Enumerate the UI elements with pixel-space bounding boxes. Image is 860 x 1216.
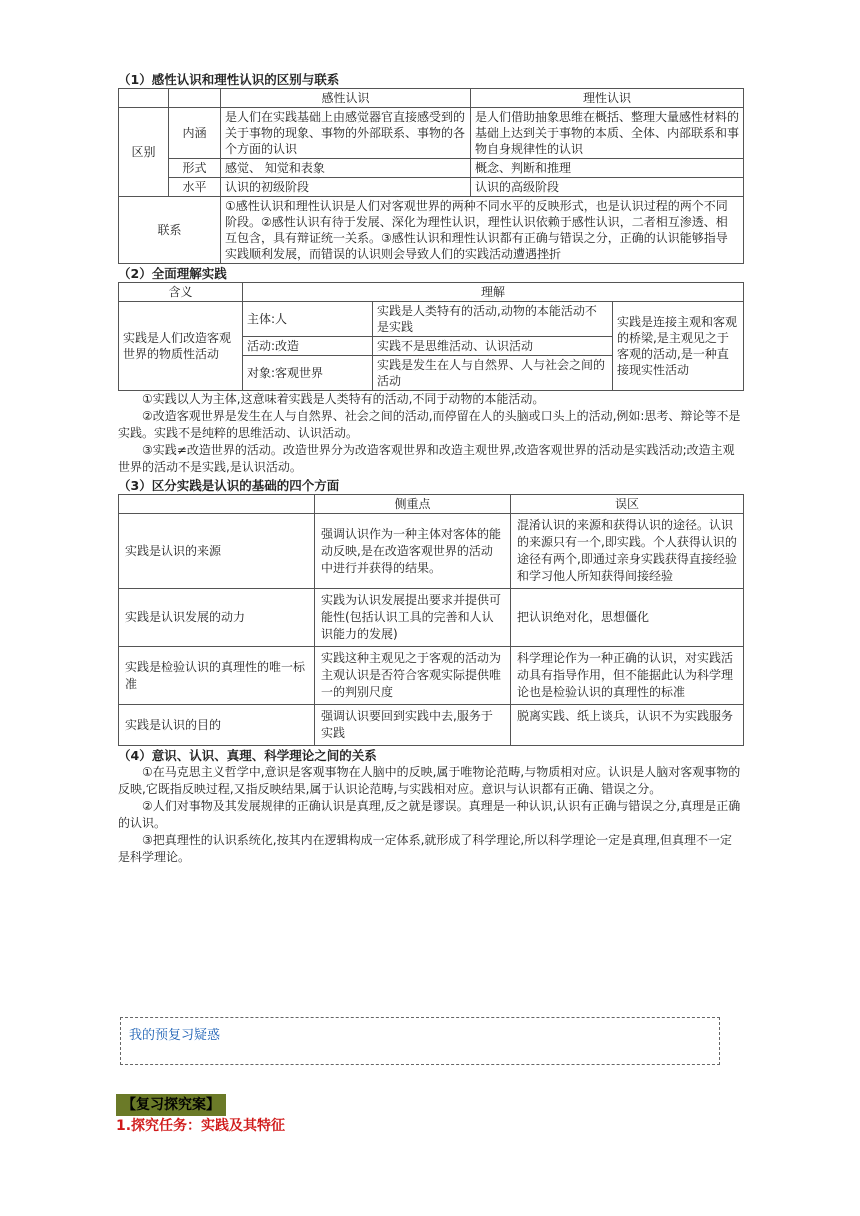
section-4-heading: （4）意识、认识、真理、科学理论之间的关系 (118, 748, 377, 763)
table-cell: 实践是人类特有的活动,动物的本能活动不是实践 (373, 302, 613, 337)
col-header-understanding: 理解 (243, 283, 744, 302)
table-row (119, 589, 744, 647)
table-cell: 认识的高级阶段 (471, 178, 744, 197)
perceptual-rational-table (118, 88, 744, 264)
practice-note: ①实践以人为主体,这意味着实践是人类特有的活动,不同于动物的本能活动。 (142, 392, 545, 406)
focus-cell: 强调认识要回到实践中去,服务于实践 (315, 705, 511, 746)
aspect-cell: 实践是认识的来源 (119, 514, 315, 589)
aspect-cell: 实践是认识发展的动力 (119, 589, 315, 647)
connection-label: 联系 (119, 197, 221, 264)
section-3-heading: （3）区分实践是认识的基础的四个方面 (118, 478, 340, 493)
row-label: 活动:改造 (243, 337, 373, 356)
mistake-cell: 把认识绝对化，思想僵化 (511, 589, 744, 647)
table-cell: 实践是发生在人与自然界、人与社会之间的活动 (373, 356, 613, 391)
row-label: 水平 (169, 178, 221, 197)
table-row (119, 514, 744, 589)
focus-cell: 实践这种主观见之于客观的活动为主观认识是否符合客观实际提供唯一的判别尺度 (315, 647, 511, 705)
section-1-heading: （1）感性认识和理性认识的区别与联系 (118, 72, 340, 87)
focus-cell: 实践为认识发展提出要求并提供可能性(包括认识工具的完善和人认识能力的发展) (315, 589, 511, 647)
table-cell: 是人们在实践基础上由感觉器官直接感受到的关于事物的现象、事物的外部联系、事物的各个方面的认识 (221, 108, 471, 159)
row-label: 内涵 (169, 108, 221, 159)
difference-label: 区别 (119, 108, 169, 197)
connection-text: ①感性认识和理性认识是人们对客观世界的两种不同水平的反映形式，也是认识过程的两个不同阶段。②感性认识有待于发展、深化为理性认识，理性认识依赖于感性认识，二者相互渗透、相互包含，具有辩证统一关系。③感性认识和理性认识都有正确与错误之分，正确的认识能够指导实践顺利发展，而错误的认识则会导致人们的实践活动遭遇挫折 (221, 197, 744, 264)
document-body (118, 72, 744, 866)
preview-questions-label: 我的预复习疑惑 (129, 1028, 221, 1043)
practice-bridge-text: 实践是连接主观和客观的桥梁,是主观见之于客观的活动,是一种直接现实性活动 (613, 302, 744, 391)
practice-basis-table (118, 494, 744, 746)
practice-note: ③实践≠改造世界的活动。改造世界分为改造客观世界和改造主观世界,改造客观世界的活动是实践活动;改造主观世界的活动不是实践,是认识活动。 (118, 443, 735, 474)
relation-paragraph: ①在马克思主义哲学中,意识是客观事物在人脑中的反映,属于唯物论范畴,与物质相对应。认识是人脑对客观事物的反映,它既指反映过程,又指反映结果,属于认识论范畴,与实践相对应。意识与认识都有正确、错误之分。 (118, 765, 741, 796)
col-header-mistake: 误区 (511, 495, 744, 514)
relation-paragraph: ③把真理性的认识系统化,按其内在逻辑构成一定体系,就形成了科学理论,所以科学理论一定是真理,但真理不一定是科学理论。 (118, 833, 733, 864)
table-cell: 是人们借助抽象思维在概括、整理大量感性材料的基础上达到关于事物的本质、全体、内部联系和事物自身规律性的认识 (471, 108, 744, 159)
table-cell: 认识的初级阶段 (221, 178, 471, 197)
review-section-tag: 【复习探究案】 (116, 1094, 226, 1116)
table-cell: 感觉、 知觉和表象 (221, 159, 471, 178)
practice-table (118, 282, 744, 391)
section-2-heading: （2）全面理解实践 (118, 266, 227, 281)
preview-questions-box[interactable] (120, 1017, 720, 1065)
row-label: 形式 (169, 159, 221, 178)
table-cell: 实践不是思维活动、认识活动 (373, 337, 613, 356)
table-row (119, 647, 744, 705)
row-label: 主体:人 (243, 302, 373, 337)
mistake-cell: 科学理论作为一种正确的认识，对实践活动具有指导作用，但不能据此认为科学理论也是检验认识的真理性的标准 (511, 647, 744, 705)
practice-note: ②改造客观世界是发生在人与自然界、社会之间的活动,而停留在人的头脑或口头上的活动,例如:思考、辩论等不是实践。实践不是纯粹的思维活动、认识活动。 (118, 409, 741, 440)
aspect-cell: 实践是检验认识的真理性的唯一标准 (119, 647, 315, 705)
col-header-perceptual: 感性认识 (221, 89, 471, 108)
col-header-meaning: 含义 (119, 283, 243, 302)
table-cell: 概念、判断和推理 (471, 159, 744, 178)
col-header-focus: 侧重点 (315, 495, 511, 514)
relation-paragraph: ②人们对事物及其发展规律的正确认识是真理,反之就是谬误。真理是一种认识,认识有正确与错误之分,真理是正确的认识。 (118, 799, 741, 830)
aspect-cell: 实践是认识的目的 (119, 705, 315, 746)
mistake-cell: 混淆认识的来源和获得认识的途径。认识的来源只有一个,即实践。个人获得认识的途径有两个,即通过亲身实践获得直接经验和学习他人所知获得间接经验 (511, 514, 744, 589)
practice-meaning: 实践是人们改造客观世界的物质性活动 (119, 302, 243, 391)
focus-cell: 强调认识作为一种主体对客体的能动反映,是在改造客观世界的活动中进行并获得的结果。 (315, 514, 511, 589)
table-row (119, 705, 744, 746)
col-header-rational: 理性认识 (471, 89, 744, 108)
mistake-cell: 脱离实践、纸上谈兵，认识不为实践服务 (511, 705, 744, 746)
row-label: 对象:客观世界 (243, 356, 373, 391)
task-heading: 1.探究任务：实践及其特征 (116, 1118, 286, 1134)
